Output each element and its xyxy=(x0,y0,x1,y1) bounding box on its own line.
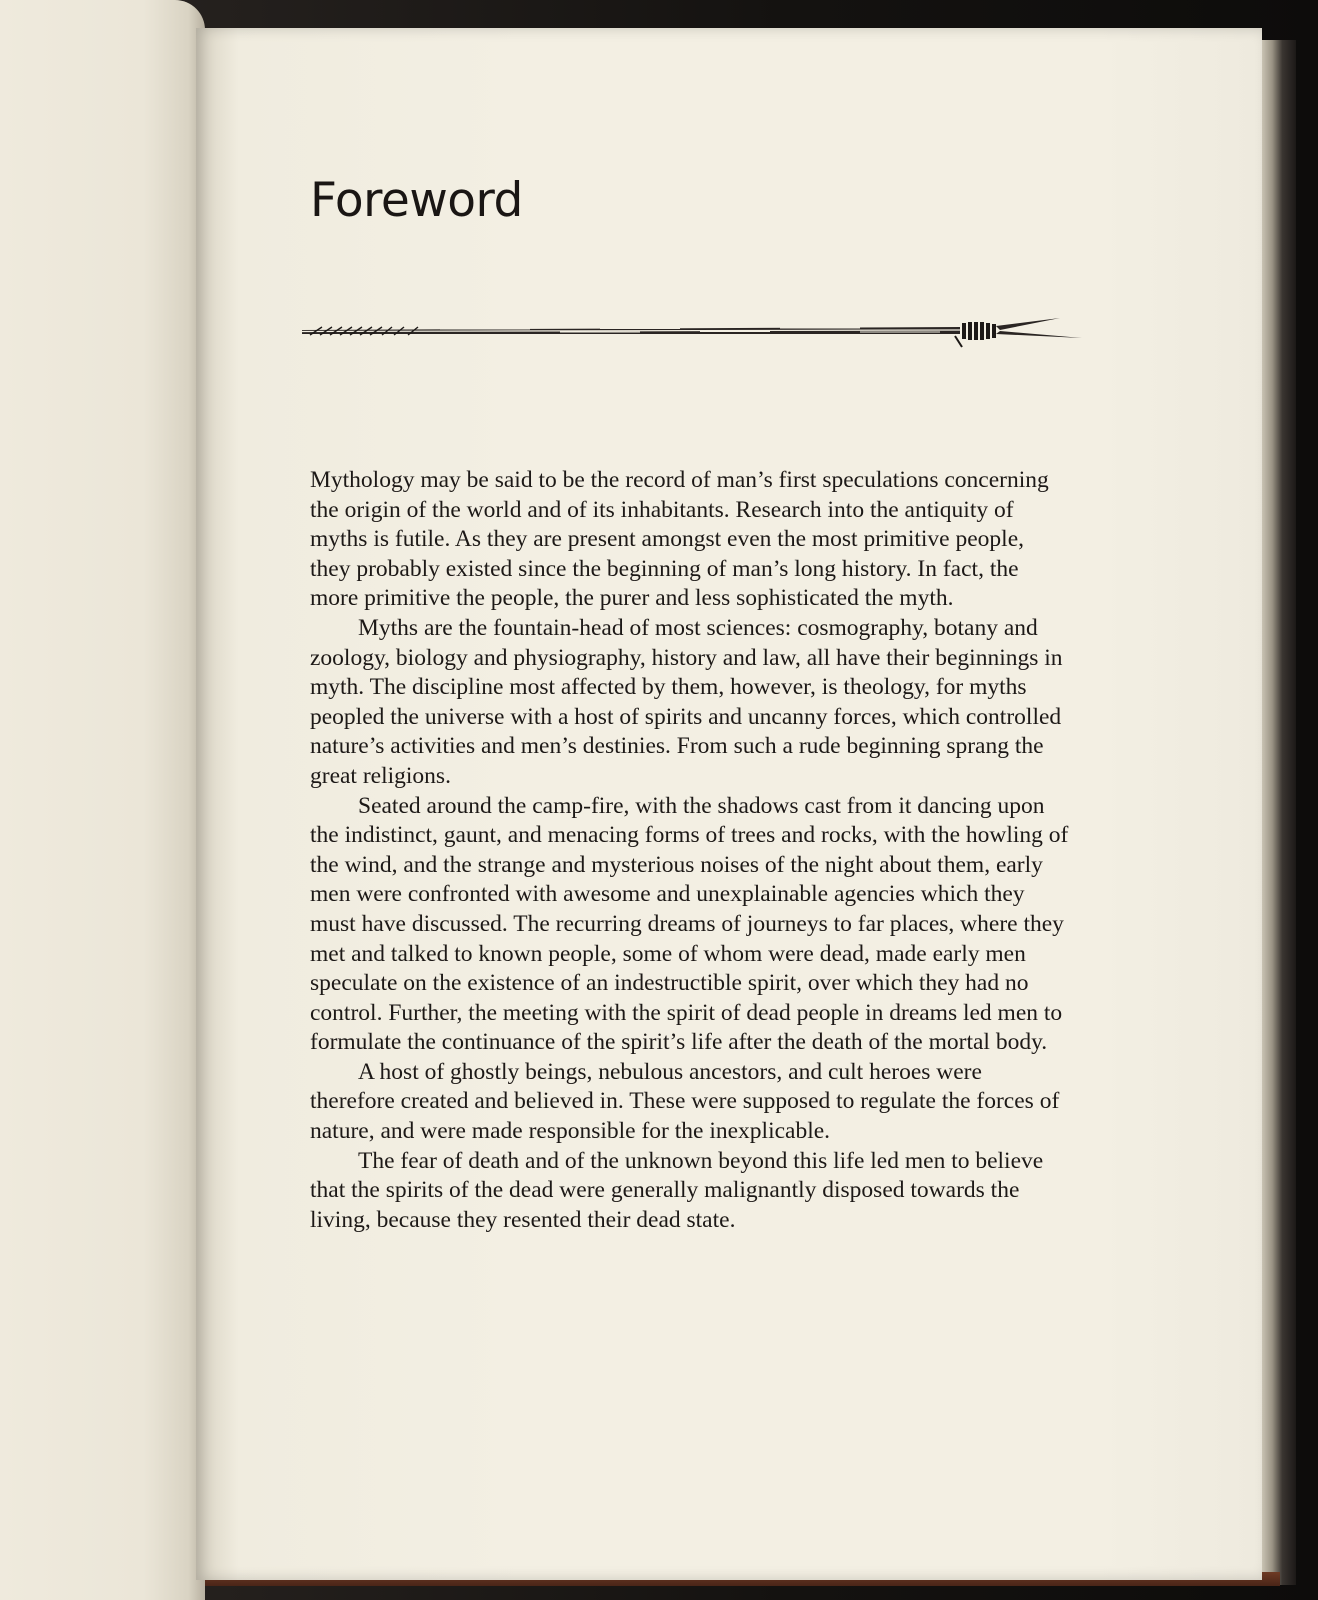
page-block-edge xyxy=(1262,40,1296,1585)
foreword-body xyxy=(310,466,1070,1235)
page-title: Foreword xyxy=(310,173,523,228)
spear-ornament-icon xyxy=(300,314,1084,350)
paragraph: A host of ghostly beings, nebulous ancestors, and cult heroes were therefore created and believed in. These were supposed to regulate the forces of nature, and were made responsible for the inexplicable. xyxy=(310,1058,1060,1145)
paragraph: Myths are the fountain-head of most sciences: cosmography, botany and zoology, biology and physiography, history and law, all have their beginnings in myth. The discipline most affected by them, however, is theology, for myths peopled the universe with a host of spirits and uncanny forces, which controlled nature’s activities and men’s destinies. From such a rude beginning sprang the great religions. xyxy=(310,614,1063,789)
left-page xyxy=(0,0,205,1600)
right-page xyxy=(196,28,1262,1580)
paragraph: Seated around the camp-fire, with the shadows cast from it dancing upon the indistinct, gaunt, and menacing forms of trees and rocks, with the howling of the wind, and the strange and mysterious noises of the night about them, early men were confronted with awesome and unexplainable agencies which they must have discussed. The recurring dreams of journeys to far places, where they met and talked to known people, some of whom were dead, made early men speculate on the existence of an indestructible spirit, over which they had no control. Further, the meeting with the spirit of dead people in dreams led men to formulate the continuance of the spirit’s life after the death of the mortal body. xyxy=(310,792,1069,1056)
paragraph: Mythology may be said to be the record of man’s first speculations concerning the origin of the world and of its inhabitants. Research into the antiquity of myths is futile. As they are present amongst even the most primitive people, they probably existed since the beginning of man’s long history. In fact, the more primitive the people, the purer and less sophisticated the myth. xyxy=(310,467,1049,612)
paragraph: The fear of death and of the unknown beyond this life led men to believe that the spirits of the dead were generally malignantly disposed towards the living, because they resented their dead state. xyxy=(310,1147,1044,1233)
